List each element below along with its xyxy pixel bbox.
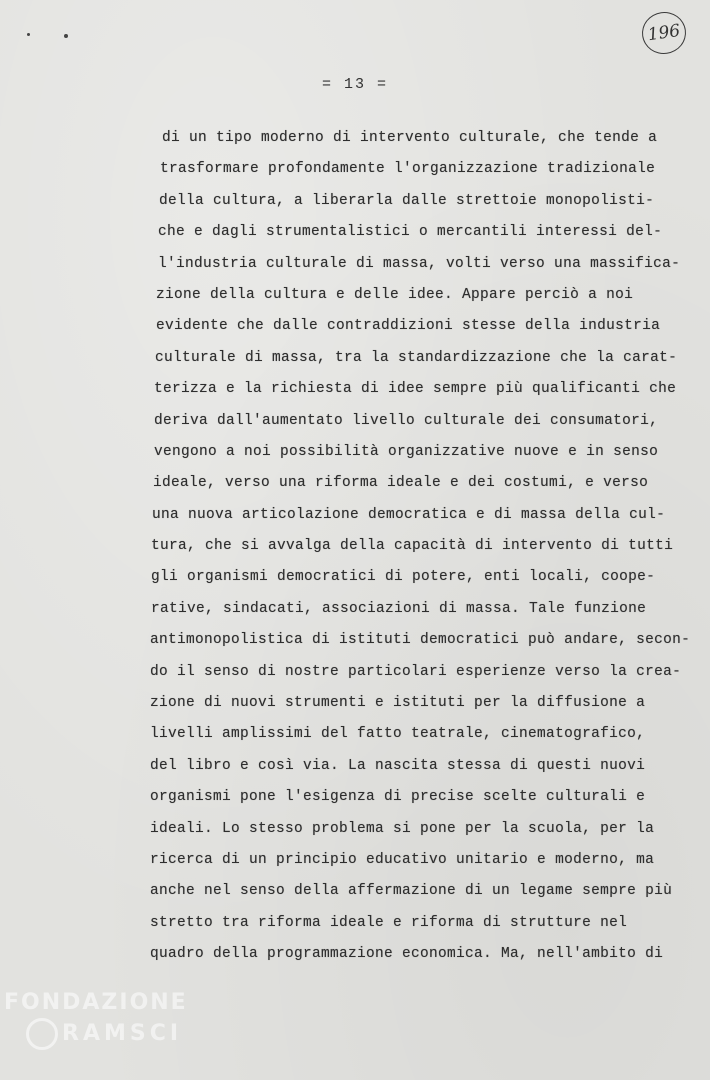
text-line: quadro della programmazione economica. Ma, nell'ambito di — [150, 946, 664, 963]
text-line: che e dagli strumentalistici o mercantili interessi del- — [158, 224, 663, 241]
watermark-g-icon — [26, 1018, 58, 1050]
text-line: organismi pone l'esigenza di precise scelte culturali e — [150, 789, 646, 806]
text-line: deriva dall'aumentato livello culturale dei consumatori, — [154, 412, 659, 429]
text-line: tura, che si avvalga della capacità di intervento di tutti — [151, 538, 674, 555]
text-line: culturale di massa, tra la standardizzazione che la carat- — [155, 349, 678, 366]
text-line: ideali. Lo stesso problema si pone per la scuola, per la — [150, 820, 655, 837]
text-line: stretto tra riforma ideale e riforma di strutture nel — [150, 914, 628, 931]
archive-stamp-number: 196 — [646, 20, 682, 46]
text-line: terizza e la richiesta di idee sempre più qualificanti che — [154, 381, 677, 398]
watermark-line1: FONDAZIONE — [4, 990, 188, 1015]
text-line: zione di nuovi strumenti e istituti per la diffusione a — [150, 695, 646, 712]
text-line: vengono a noi possibilità organizzative nuove e in senso — [154, 443, 659, 460]
text-line: rative, sindacati, associazioni di massa. Tale funzione — [151, 600, 647, 617]
text-line: do il senso di nostre particolari esperienze verso la crea- — [150, 663, 682, 680]
text-line: zione della cultura e delle idee. Appare perciò a noi — [156, 286, 634, 303]
text-line: gli organismi democratici di potere, enti locali, coope- — [151, 569, 656, 586]
watermark-logo — [4, 992, 188, 1050]
watermark-line2-text: RAMSCI — [62, 1021, 183, 1046]
text-line: antimonopolistica di istituti democratici può andare, secon- — [150, 632, 691, 649]
text-line: evidente che dalle contraddizioni stesse della industria — [156, 318, 661, 335]
text-line: ricerca di un principio educativo unitario e moderno, ma — [150, 851, 655, 868]
archive-stamp — [639, 9, 688, 57]
text-line: livelli amplissimi del fatto teatrale, cinematografico, — [150, 726, 646, 743]
ink-speck — [64, 34, 68, 38]
text-line: del libro e così via. La nascita stessa di questi nuovi — [150, 757, 646, 774]
body-text — [150, 128, 690, 976]
text-line: ideale, verso una riforma ideale e dei costumi, e verso — [153, 475, 649, 492]
text-line: trasformare profondamente l'organizzazione tradizionale — [160, 161, 656, 178]
text-line: una nuova articolazione democratica e di massa della cul- — [152, 506, 666, 523]
page-number: = 13 = — [321, 76, 388, 93]
ink-speck — [27, 33, 30, 36]
watermark-line2 — [26, 1018, 188, 1050]
text-line: della cultura, a liberarla dalle strettoie monopolisti- — [159, 192, 655, 209]
text-line: l'industria culturale di massa, volti verso una massifica- — [158, 255, 681, 272]
text-line: di un tipo moderno di intervento culturale, che tende a — [162, 130, 658, 146]
text-line: anche nel senso della affermazione di un legame sempre più — [150, 883, 673, 900]
